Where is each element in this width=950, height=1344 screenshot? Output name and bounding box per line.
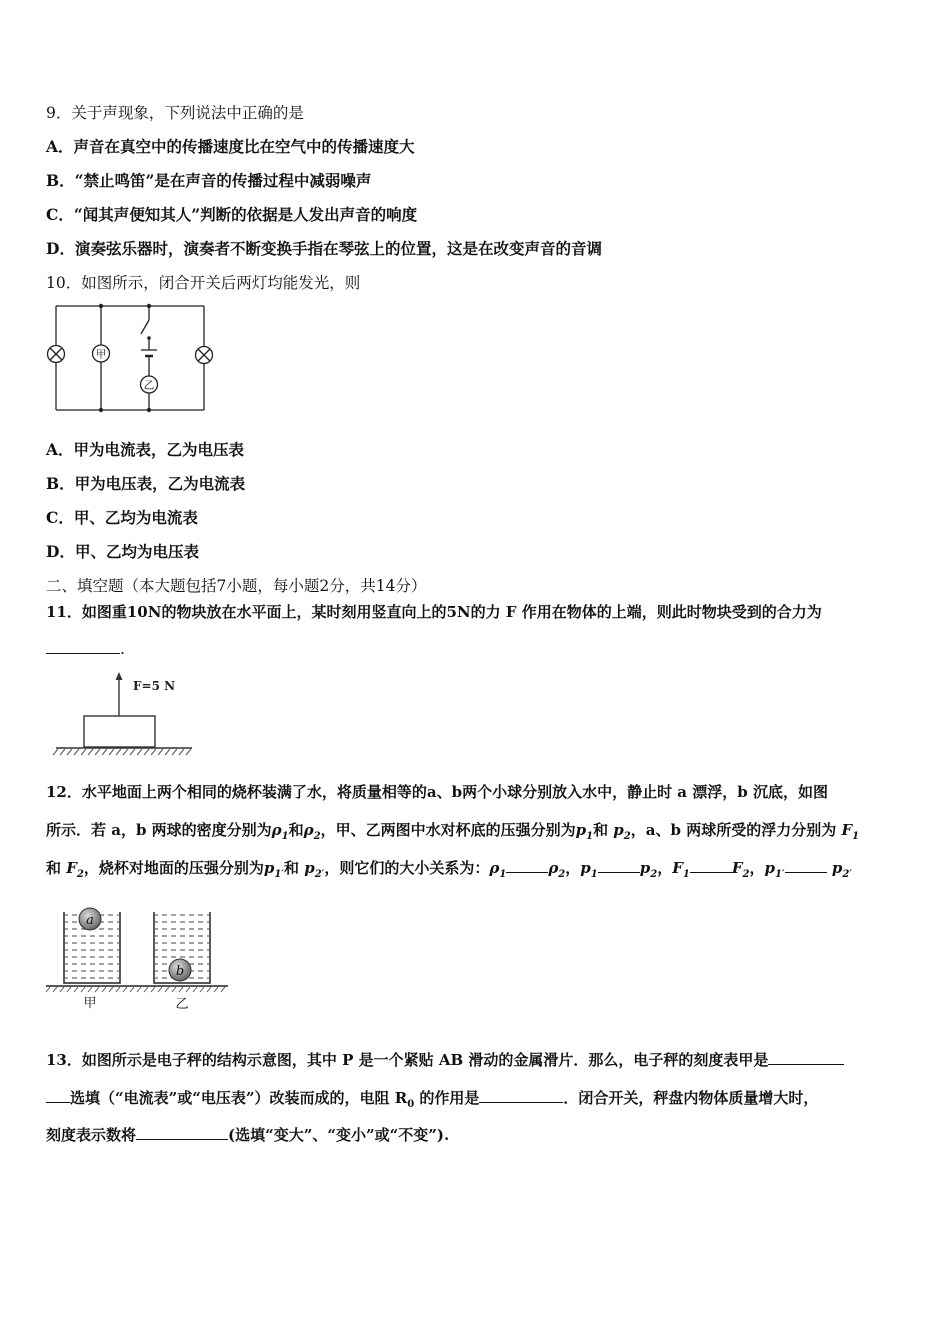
q9-stem: 9．关于声现象，下列说法中正确的是 [46,104,304,122]
q9-option-c: C．“闻其声便知其人”判断的依据是人发出声音的响度 [46,205,418,224]
q10-circuit-diagram [44,298,224,418]
q11-blank[interactable] [46,638,120,654]
ball-a-label: a [86,913,94,928]
q13-blank-1b[interactable] [46,1087,70,1103]
q13-blank-2[interactable] [479,1087,563,1103]
q13-blank-3[interactable] [136,1124,228,1140]
q13-blank-1a[interactable] [768,1049,844,1065]
q10-option-c: C．甲、乙均为电流表 [46,508,198,527]
q10-option-a: A．甲为电流表，乙为电压表 [46,440,245,459]
q13-line-1: 13．如图所示是电子秤的结构示意图，其中 P 是一个紧贴 AB 滑动的金属滑片．那么，电子秤的刻度表甲是 [46,1049,844,1070]
q13-line-2: 选填（“电流表”或“电压表”）改装而成的，电阻 $R_0$ 的作用是 ．闭合开关，秤盘内物体质量增大时， [46,1087,818,1115]
q11-stem: 11．如图重10N的物块放在水平面上，某时刻用竖直向上的5N的力 F 作用在物体的上端，则此时物块受到的合力为 [46,603,822,621]
q11-answer-line [46,638,125,659]
force-label: F=5 N [133,679,176,693]
q12-line-1: 12．水平地面上两个相同的烧杯装满了水，将质量相等的a、b两个小球分别放入水中，静止时 a 漂浮，b 沉底，如图 [46,783,828,801]
q10-option-d: D．甲、乙均为电压表 [46,542,199,561]
section-2-heading: 二、填空题（本大题包括7小题，每小题2分，共14分） [46,577,427,595]
meter-yi-label: 乙 [143,379,155,392]
q11-block-diagram [50,672,200,762]
q12-beakers-diagram [44,904,234,1014]
q12-line-2: 所示．若 a，b 两球的密度分别为$\rho_1$和$\rho_2$，甲、乙两图中水对杯底的压强分别为$p_1$和 $p_2$，a、b 两球所受的浮力分别为 $F_1$ [46,821,860,842]
meter-jia-label: 甲 [95,348,107,361]
q12-line-3: 和 $F_2$，烧杯对地面的压强分别为$p_{1'}$和 $p_{2'}$，则它们的大小关系为：$\rho_1$ $\rho_2$，$p_1$ $p_2$，$F_1$ $F_2$，$p_{1'}$ $p_{2'}$ [46,859,852,880]
q9-option-d: D．演奏弦乐器时，演奏者不断变换手指在琴弦上的位置，这是在改变声音的音调 [46,239,602,258]
q12-blank-2[interactable] [598,857,640,873]
q9-option-b: B．“禁止鸣笛”是在声音的传播过程中减弱噪声 [46,171,372,190]
q12-blank-4[interactable] [785,857,827,873]
q9-option-a: A．声音在真空中的传播速度比在空气中的传播速度大 [46,137,415,156]
q12-blank-1[interactable] [506,857,548,873]
q10-stem: 10．如图所示，闭合开关后两灯均能发光，则 [46,274,361,292]
q13-line-3: 刻度表示数将 (选填“变大”、“变小”或“不变”). [46,1126,450,1144]
q10-option-b: B．甲为电压表，乙为电流表 [46,474,246,493]
beaker-yi-label: 乙 [175,997,189,1012]
beaker-jia-label: 甲 [83,996,97,1011]
ball-b-label: b [175,964,185,979]
q11-end: . [120,640,125,658]
q12-blank-3[interactable] [690,857,732,873]
